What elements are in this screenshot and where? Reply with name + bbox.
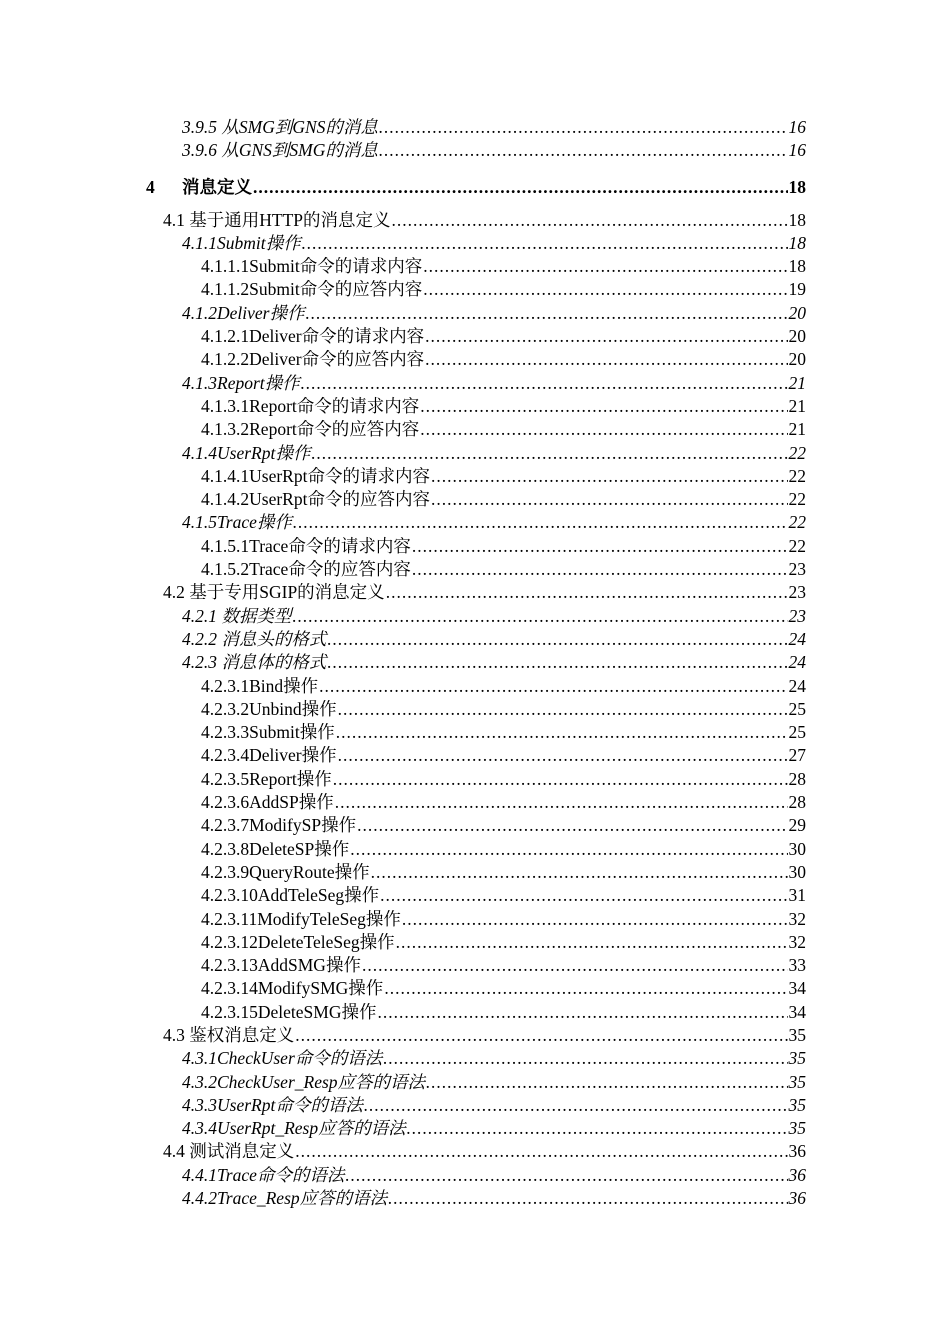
toc-page-number: 22 — [788, 512, 806, 533]
dot-leader — [338, 698, 788, 721]
dot-leader — [392, 209, 788, 232]
toc-entry-title: 4.1.5Trace操作 — [182, 512, 292, 533]
toc-entry[interactable] — [0, 1071, 806, 1094]
dot-leader — [384, 977, 787, 1000]
toc-entry-title: 4.2.3.5Report操作 — [201, 768, 332, 789]
dot-leader — [345, 1164, 787, 1187]
toc-page-number: 32 — [788, 908, 806, 929]
dot-leader — [420, 395, 787, 418]
toc-page-number: 22 — [788, 465, 806, 486]
toc-entry[interactable] — [0, 1164, 806, 1187]
toc-page-number: 23 — [788, 559, 806, 580]
toc-entry-title: 4.1.5.2Trace命令的应答内容 — [201, 559, 411, 580]
toc-entry[interactable] — [0, 442, 806, 465]
toc-page-number: 30 — [788, 838, 806, 859]
toc-page-number: 24 — [788, 675, 806, 696]
toc-page-number: 27 — [788, 745, 806, 766]
toc-entry-title: 4.1.1Submit操作 — [182, 232, 301, 253]
toc-entry[interactable] — [0, 605, 806, 628]
toc-page-number: 18 — [788, 256, 806, 277]
chapter-title: 消息定义 — [182, 176, 252, 197]
dot-leader — [333, 768, 788, 791]
toc-page-number: 21 — [788, 372, 806, 393]
dot-leader — [295, 1024, 787, 1047]
toc-entry-title: 3.9.6 从GNS到SMG的消息 — [182, 140, 378, 161]
toc-entry-title: 3.9.5 从SMG到GNS的消息 — [182, 117, 378, 137]
toc-entry-title: 4.4 测试消息定义 — [163, 1141, 295, 1162]
toc-entry-title: 4.3.1CheckUser命令的语法 — [182, 1048, 383, 1069]
toc-page-number: 34 — [788, 978, 806, 999]
dot-leader — [377, 1001, 787, 1024]
toc-page-number: 18 — [788, 209, 806, 230]
toc-entry[interactable] — [0, 372, 806, 395]
toc-page-number: 20 — [788, 302, 806, 323]
toc-entry[interactable] — [0, 167, 806, 208]
toc-page-number: 16 — [788, 117, 806, 137]
toc-entry-title: 4.2.3.12DeleteTeleSeg操作 — [201, 931, 395, 952]
dot-leader — [423, 278, 787, 301]
dot-leader — [311, 442, 787, 465]
toc-entry-title: 4.1.1.2Submit命令的应答内容 — [201, 279, 423, 300]
dot-leader — [357, 814, 787, 837]
toc-entry-title: 4.1.1.1Submit命令的请求内容 — [201, 256, 423, 277]
toc-entry[interactable] — [0, 814, 806, 837]
toc-entry[interactable] — [0, 465, 806, 488]
dot-leader — [425, 325, 787, 348]
dot-leader — [380, 884, 787, 907]
dot-leader — [407, 1117, 788, 1140]
toc-entry-title: 4.2.1 数据类型 — [182, 605, 292, 626]
dot-leader — [379, 116, 788, 139]
dot-leader — [383, 1047, 787, 1070]
dot-leader — [426, 1071, 787, 1094]
toc-page-number: 25 — [788, 698, 806, 719]
dot-leader — [423, 255, 787, 278]
toc-entry-title: 4.2.3.7ModifySP操作 — [201, 815, 357, 836]
toc-page-number: 36 — [788, 1164, 806, 1185]
toc-entry[interactable] — [0, 535, 806, 558]
toc-entry-title: 4.1 基于通用HTTP的消息定义 — [163, 209, 391, 230]
toc-entry[interactable] — [0, 116, 806, 139]
toc-entry[interactable] — [0, 861, 806, 884]
toc-entry-title: 4.2.3 消息体的格式 — [182, 652, 327, 673]
toc-page-number: 20 — [788, 326, 806, 347]
toc-entry[interactable] — [0, 954, 806, 977]
toc-entry[interactable] — [0, 418, 806, 441]
toc-entry-title: 4.2.2 消息头的格式 — [182, 628, 327, 649]
toc-entry[interactable] — [0, 325, 806, 348]
toc-entry-title — [146, 167, 252, 208]
dot-leader — [396, 931, 788, 954]
dot-leader — [412, 558, 788, 581]
toc-page-number: 24 — [788, 628, 806, 649]
table-of-contents — [0, 116, 950, 1210]
toc-entry-title: 4.2.3.8DeleteSP操作 — [201, 838, 350, 859]
toc-entry[interactable] — [0, 232, 806, 255]
toc-entry-title: 4.3.4UserRpt_Resp应答的语法 — [182, 1118, 406, 1139]
toc-entry[interactable] — [0, 931, 806, 954]
toc-page-number: 35 — [788, 1094, 806, 1115]
dot-leader — [402, 908, 788, 931]
toc-entry[interactable] — [0, 278, 806, 301]
dot-leader — [327, 628, 787, 651]
dot-leader — [292, 605, 787, 628]
toc-entry-title: 4.1.4UserRpt操作 — [182, 442, 311, 463]
toc-entry[interactable] — [0, 977, 806, 1000]
toc-entry[interactable] — [0, 838, 806, 861]
dot-leader — [431, 465, 788, 488]
toc-entry[interactable] — [0, 1001, 806, 1024]
toc-entry-title: 4.1.5.1Trace命令的请求内容 — [201, 535, 411, 556]
dot-leader — [364, 1094, 788, 1117]
toc-page-number: 35 — [788, 1048, 806, 1069]
toc-page-number: 22 — [788, 489, 806, 510]
toc-entry-title: 4.1.3.1Report命令的请求内容 — [201, 395, 420, 416]
toc-page-number: 16 — [788, 140, 806, 161]
toc-entry[interactable] — [0, 721, 806, 744]
dot-leader — [253, 167, 788, 208]
toc-entry[interactable] — [0, 1140, 806, 1163]
toc-entry-title: 4.1.4.2UserRpt命令的应答内容 — [201, 489, 430, 510]
toc-page-number: 35 — [788, 1071, 806, 1092]
toc-entry[interactable] — [0, 395, 806, 418]
toc-entry[interactable] — [0, 1187, 806, 1210]
toc-page-number: 33 — [788, 955, 806, 976]
toc-entry[interactable] — [0, 908, 806, 931]
toc-entry[interactable] — [0, 209, 806, 232]
toc-entry[interactable] — [0, 511, 806, 534]
dot-leader — [327, 651, 787, 674]
toc-entry[interactable] — [0, 1094, 806, 1117]
dot-leader — [319, 675, 787, 698]
toc-entry-title: 4.2.3.6AddSP操作 — [201, 792, 334, 813]
toc-entry-title: 4.4.1Trace命令的语法 — [182, 1164, 345, 1185]
dot-leader — [420, 418, 787, 441]
dot-leader — [293, 511, 788, 534]
toc-entry-title: 4.2.3.1Bind操作 — [201, 675, 319, 696]
toc-entry[interactable] — [0, 1117, 806, 1140]
toc-entry-title: 4.2 基于专用SGIP的消息定义 — [163, 582, 385, 603]
toc-entry[interactable] — [0, 698, 806, 721]
dot-leader — [425, 348, 787, 371]
toc-page-number: 35 — [788, 1118, 806, 1139]
toc-page-number: 23 — [788, 605, 806, 626]
toc-entry[interactable] — [0, 628, 806, 651]
toc-entry[interactable] — [0, 1047, 806, 1070]
toc-page-number: 36 — [788, 1188, 806, 1209]
toc-entry-title: 4.2.3.3Submit操作 — [201, 722, 335, 743]
toc-entry[interactable] — [0, 1024, 806, 1047]
toc-entry-title: 4.2.3.4Deliver操作 — [201, 745, 337, 766]
toc-entry-title: 4.3 鉴权消息定义 — [163, 1024, 295, 1045]
dot-leader — [412, 535, 788, 558]
toc-entry-title: 4.2.3.14ModifySMG操作 — [201, 978, 384, 999]
toc-page-number: 23 — [788, 582, 806, 603]
toc-entry[interactable] — [0, 581, 806, 604]
toc-page-number: 28 — [788, 768, 806, 789]
toc-page-number: 21 — [788, 419, 806, 440]
toc-entry[interactable] — [0, 348, 806, 371]
toc-entry-title: 4.2.3.13AddSMG操作 — [201, 955, 361, 976]
toc-entry-title: 4.2.3.2Unbind操作 — [201, 698, 337, 719]
toc-entry[interactable] — [0, 675, 806, 698]
dot-leader — [335, 791, 788, 814]
dot-leader — [305, 302, 787, 325]
toc-page-number: 19 — [788, 279, 806, 300]
toc-page-number: 29 — [788, 815, 806, 836]
toc-page-number: 32 — [788, 931, 806, 952]
toc-entry[interactable] — [0, 884, 806, 907]
toc-entry[interactable] — [0, 791, 806, 814]
toc-entry-title: 4.1.2.1Deliver命令的请求内容 — [201, 326, 425, 347]
toc-page-number: 36 — [788, 1141, 806, 1162]
toc-entry[interactable] — [0, 651, 806, 674]
dot-leader — [338, 744, 788, 767]
toc-entry-title: 4.2.3.9QueryRoute操作 — [201, 861, 370, 882]
chapter-number: 4 — [146, 176, 155, 197]
toc-page-number: 20 — [788, 349, 806, 370]
dot-leader — [336, 721, 788, 744]
toc-page-number: 22 — [788, 535, 806, 556]
toc-entry-title: 4.3.2CheckUser_Resp应答的语法 — [182, 1071, 426, 1092]
toc-page-number: 31 — [788, 885, 806, 906]
toc-entry[interactable] — [0, 744, 806, 767]
dot-leader — [431, 488, 788, 511]
dot-leader — [386, 581, 788, 604]
dot-leader — [388, 1187, 787, 1210]
toc-entry-title: 4.1.2Deliver操作 — [182, 302, 305, 323]
toc-page-number: 22 — [788, 442, 806, 463]
toc-page-number: 34 — [788, 1001, 806, 1022]
toc-entry-title: 4.2.3.15DeleteSMG操作 — [201, 1001, 377, 1022]
toc-entry-title: 4.1.3.2Report命令的应答内容 — [201, 419, 420, 440]
toc-entry[interactable] — [0, 558, 806, 581]
dot-leader — [379, 139, 788, 162]
toc-page-number: 35 — [788, 1024, 806, 1045]
toc-page-number: 28 — [788, 792, 806, 813]
toc-entry[interactable] — [0, 488, 806, 511]
toc-page-number: 18 — [788, 232, 806, 253]
toc-entry-title: 4.2.3.11ModifyTeleSeg操作 — [201, 908, 401, 929]
toc-entry[interactable] — [0, 768, 806, 791]
toc-entry[interactable] — [0, 255, 806, 278]
toc-entry-title: 4.3.3UserRpt命令的语法 — [182, 1094, 363, 1115]
toc-page-number: 25 — [788, 722, 806, 743]
dot-leader — [302, 232, 788, 255]
toc-entry-title: 4.1.3Report操作 — [182, 372, 300, 393]
toc-page-number: 21 — [788, 395, 806, 416]
dot-leader — [295, 1140, 787, 1163]
toc-entry-title: 4.1.4.1UserRpt命令的请求内容 — [201, 465, 430, 486]
dot-leader — [362, 954, 788, 977]
toc-entry-title: 4.2.3.10AddTeleSeg操作 — [201, 885, 380, 906]
toc-page-number: 24 — [788, 652, 806, 673]
toc-entry-title: 4.1.2.2Deliver命令的应答内容 — [201, 349, 425, 370]
toc-entry[interactable] — [0, 139, 806, 162]
toc-entry-title: 4.4.2Trace_Resp应答的语法 — [182, 1188, 388, 1209]
toc-entry[interactable] — [0, 302, 806, 325]
dot-leader — [301, 372, 788, 395]
dot-leader — [350, 838, 787, 861]
toc-page-number: 30 — [788, 861, 806, 882]
dot-leader — [371, 861, 788, 884]
toc-page-number: 18 — [788, 176, 806, 197]
